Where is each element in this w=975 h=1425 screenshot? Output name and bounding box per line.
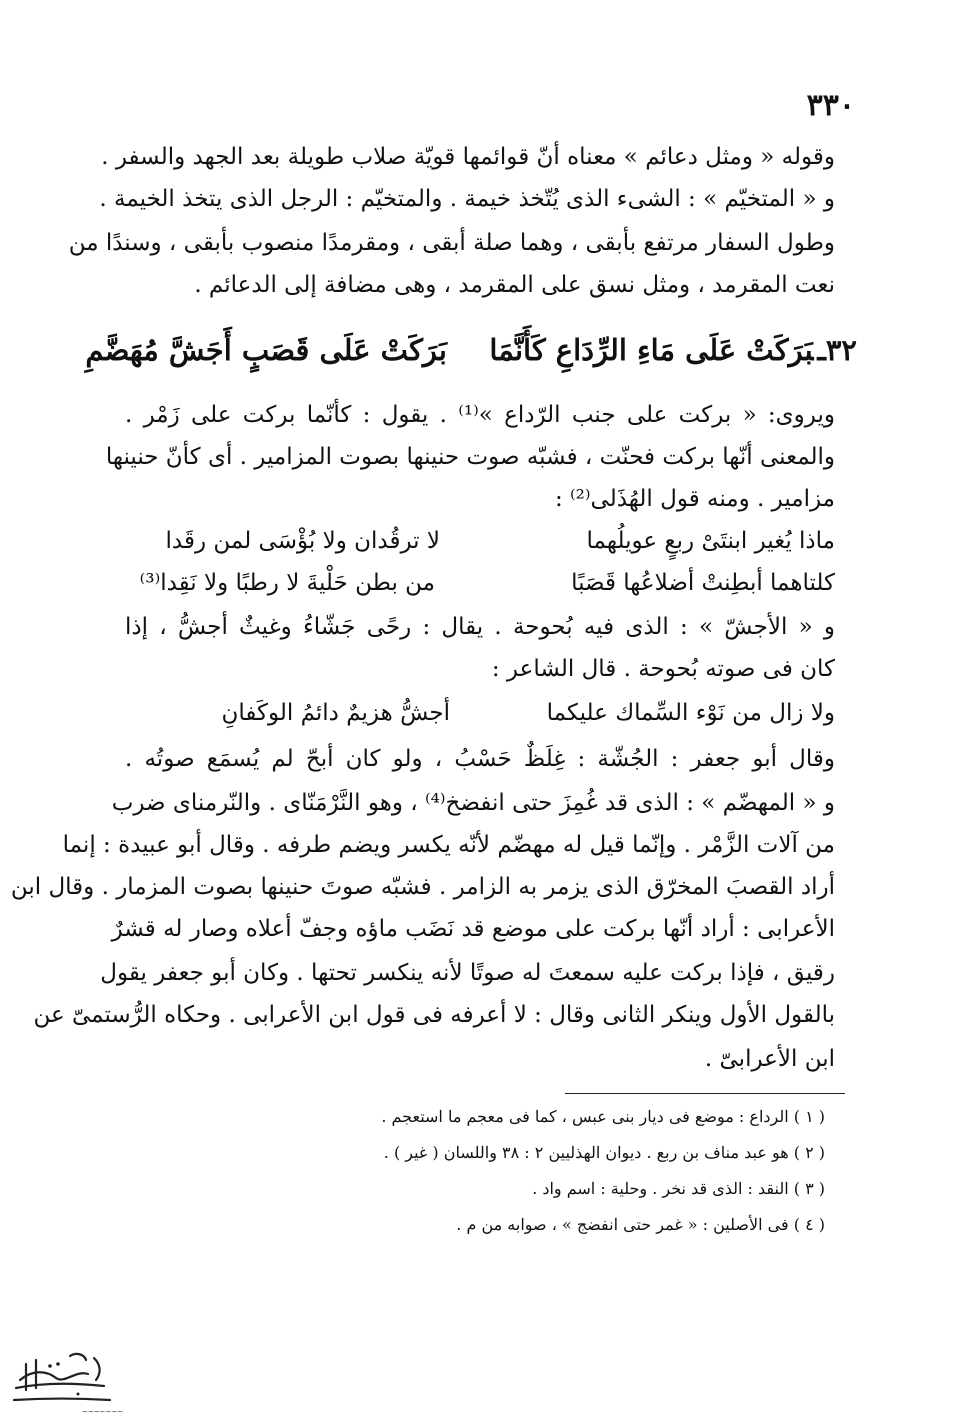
text-line: وقوله « ومثل دعائم » معناه أنّ قوائمها قويّة صلاب طويلة بعد الجهد والسفر .: [101, 144, 835, 170]
text-line: رقيق ، فإذا بركت عليه سمعتَ له صوتًا لأنه ينكسر تحتها . وكان أبو جعفر يقول: [100, 960, 835, 986]
text-line: ابن الأعرابىّ .: [704, 1046, 835, 1072]
verse-heading: [85, 326, 857, 374]
verse-second-hemistich: بَرَكَتْ عَلَى قَصَبٍ أَجَشَّ مُهَضَّمِ: [85, 333, 447, 367]
text-line: وقال أبو جعفر : الجُشّة : غِلَظٌ حَسْبُ ، ولو كان أبحّ لم يُسمَع صوتُه .: [125, 746, 835, 772]
footnote: ( ١ ) الرداع : موضع فى ديار بنى عبس ، كما فى معجم ما استعجم .: [381, 1107, 825, 1126]
poem-line: [125, 566, 835, 600]
poem-left-hemistich: لا ترقُدان ولا بُؤْسَى لمن رقَدا: [165, 528, 440, 554]
text-line: الأعرابى : أراد أنّها بركت على موضع قد نَضَب ماؤه وجفّ أعلاه وصار له قشرٌ: [111, 916, 835, 942]
text-line: و « المتخيّم » : الشىء الذى يُتّخذ خيمة . والمتخيّم : الرجل الذى يتخذ الخيمة .: [99, 186, 835, 212]
text-line: بالقول الأول وينكر الثانى وقال : لا أعرفه فى قول ابن الأعرابى . وحكاه الرُّستمىّ عن: [33, 1002, 835, 1028]
poem-right-hemistich: ماذا يُغير ابنتَىْ ربعٍ عويلُهما: [586, 528, 835, 554]
text-line: أراد القصبَ المخرّق الذى يزمر به الزامر . فشبّه صوتَ حنينها بصوت المزمار . وقال ابن: [10, 874, 835, 900]
verse-number: ٣٢ـ: [817, 333, 857, 367]
text-line: ويروى: « بركت على جنب الرّداع »⁽¹⁾ . يقول : كأنّما بركت على زَمْر .: [125, 402, 835, 428]
page-number: ٣٣٠: [806, 88, 855, 123]
poem-line: [130, 524, 835, 558]
text-line: و « المهضّم » : الذى قد غُمِزَ حتى انفضخ⁽⁴⁾ ، وهو النَّرْمَنّاى . والنّرمناى ضرب: [111, 790, 835, 816]
text-line: و « الأجشّ » : الذى فيه بُحوحة . يقال : رحًى جَشّاءُ وغيثٌ أجشُّ ، إذا: [125, 614, 835, 640]
library-stamp-logo: [6, 1340, 124, 1420]
text-line: والمعنى أنّها بركت فحنّت ، فشبّه صوت حنينها بصوت المزامير . أى كأنّ حنينها: [105, 444, 835, 470]
poem-left-hemistich: أجشُّ هزيمٌ دائمُ الوكَفانِ: [221, 700, 450, 726]
text-line: كان فى صوته بُحوحة . قال الشاعر :: [491, 656, 835, 682]
footnote-separator: [565, 1093, 845, 1094]
poem-right-hemistich: كلتاهما أبطِنتْ أضلاعُها قَصَبًا: [571, 570, 835, 596]
poem-line: [130, 696, 835, 730]
svg-text:~~~~~~~: ~~~~~~~: [82, 1408, 124, 1416]
text-line: من آلات الزَّمْر . وإنّما قيل له مهضّم لأنّه يكسر ويضم طرفه . وقال أبو عبيدة : إنما: [62, 832, 835, 858]
footnote: ( ٣ ) النقد : الذى قد نخر . وحلية : اسم واد .: [532, 1179, 825, 1198]
text-line: مزامير . ومنه قول الهُذَلى⁽²⁾ :: [554, 486, 835, 512]
footnote: ( ٢ ) هو عبد مناف بن ربع . ديوان الهذليين ٢ : ٣٨ واللسان ( غير ) .: [383, 1143, 825, 1162]
verse-first-hemistich: [462, 326, 857, 374]
hemistich-text: بَرَكَتْ عَلَى مَاءِ الرِّدَاعِ كَأَنَّمَا: [489, 333, 814, 367]
text-line: وطول السفار مرتفع بأبقى ، وهما صلة أبقى ، ومقرمدًا منصوب بأبقى ، وسندًا من: [68, 230, 835, 256]
text-line: نعت المقرمد ، ومثل نسق على المقرمد ، وهى مضافة إلى الدعائم .: [194, 272, 835, 298]
footnote: ( ٤ ) فى الأصلين : « غمر حتى انفضج » ، صوابه من م .: [456, 1215, 825, 1234]
poem-right-hemistich: ولا زال من نَوْء السِّماك عليكما: [546, 700, 835, 726]
poem-left-hemistich: من بطن حَلْيةَ لا رطبًا ولا نَقِدا⁽³⁾: [139, 570, 435, 596]
